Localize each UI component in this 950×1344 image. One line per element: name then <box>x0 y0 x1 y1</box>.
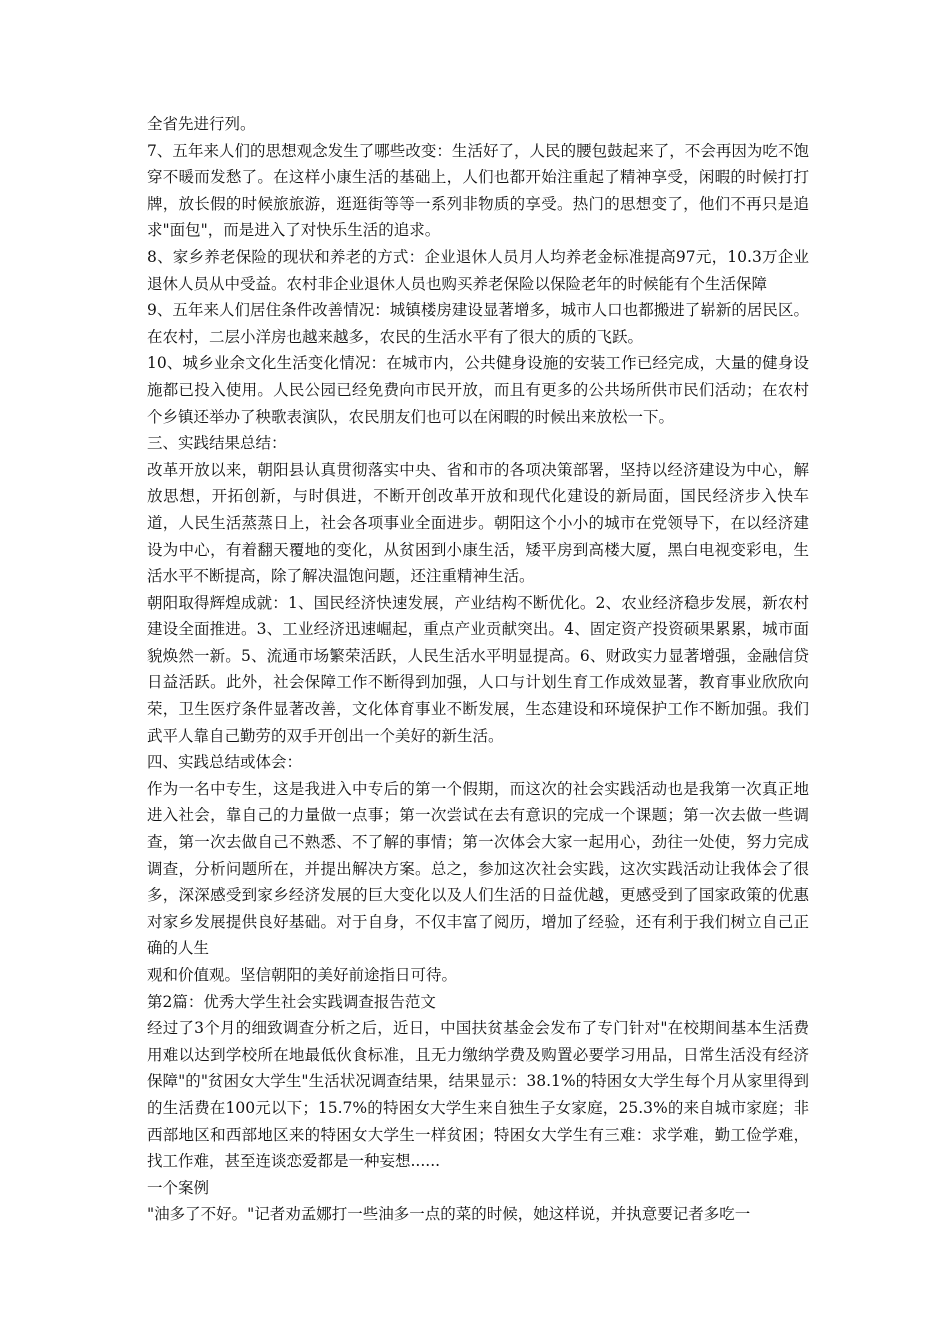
paragraph-achievements: 朝阳取得辉煌成就：1、国民经济快速发展，产业结构不断优化。2、农业经济稳步发展，新农村建设全面推进。3、工业经济迅速崛起，重点产业贡献突出。4、固定资产投资硕果累累，城市面貌焕然一新。5、流通市场繁荣活跃，人民生活水平明显提高。6、财政实力显著增强，金融信贷日益活跃。此外，社会保障工作不断得到加强，人口与计划生育工作成效显著，教育事业欣欣向荣，卫生医疗条件显著改善，文化体育事业不断发展，生态建设和环境保护工作不断加强。我们武平人靠自己勤劳的双手开创出一个美好的新生活。 <box>147 593 809 745</box>
paragraph-reflection-end: 观和价值观。坚信朝阳的美好前途指日可待。 <box>147 966 458 984</box>
paragraph-summary: 改革开放以来，朝阳县认真贯彻落实中央、省和市的各项决策部署，坚持以经济建设为中心，解放思想，开拓创新，与时俱进，不断开创改革开放和现代化建设的新局面，国民经济步入快车道，人民生活蒸蒸日上，社会各项事业全面进步。朝阳这个小小的城市在党领导下，在以经济建设为中心，有着翻天覆地的变化，从贫困到小康生活，矮平房到高楼大厦，黑白电视变彩电，生活水平不断提高，除了解决温饱问题，还注重精神生活。 <box>147 460 809 586</box>
document-page <box>147 111 809 1228</box>
paragraph-case: "油多了不好。"记者劝孟娜打一些油多一点的菜的时候，她这样说，并执意要记者多吃一 <box>147 1205 751 1224</box>
paragraph-survey: 经过了3个月的细致调查分析之后，近日，中国扶贫基金会发布了专门针对"在校期间基本生活费用难以达到学校所在地最低伙食标准，且无力缴纳学费及购置必要学习用品，日常生活没有经济保障"的"贫困女大学生"生活状况调查结果，结果显示：38.1%的特困女大学生每个月从家里得到的生活费在100元以下；15.7%的特困女大学生来自独生子女家庭，25.3%的来自城市家庭；非西部地区和西部地区来的特困女大学生一样贫困；特困女大学生有三难：求学难，勤工俭学难，找工作难，甚至连谈恋爱都是一种妄想...... <box>147 1019 809 1171</box>
paragraph-1: 全省先进行列。 <box>147 115 256 133</box>
paragraph-reflection: 作为一名中专生，这是我进入中专后的第一个假期，而这次的社会实践活动也是我第一次真正地进入社会，靠自己的力量做一点事；第一次尝试在去有意识的完成一个课题；第一次去做一些调查，第一次去做自己不熟悉、不了解的事情；第一次体会大家一起用心，劲往一处使，努力完成调查，分析问题所在，并提出解决方案。总之，参加这次社会实践，这次实践活动让我体会了很多，深深感受到家乡经济发展的巨大变化以及人们生活的日益优越，更感受到了国家政策的优惠对家乡发展提供良好基础。对于自身，不仅丰富了阅历，增加了经验，还有利于我们树立自己正确的人生 <box>147 779 809 958</box>
article-2-title: 第2篇：优秀大学生社会实践调查报告范文 <box>147 992 436 1011</box>
subheading-case: 一个案例 <box>147 1178 210 1197</box>
paragraph-item-10: 10、城乡业余文化生活变化情况：在城市内，公共健身设施的安装工作已经完成，大量的健身设施都已投入使用。人民公园已经免费向市民开放，而且有更多的公共场所供市民们活动；在农村个乡镇还举办了秧歌表演队，农民朋友们也可以在闲暇的时候出来放松一下。 <box>147 354 809 426</box>
paragraph-item-7: 7、五年来人们的思想观念发生了哪些改变：生活好了，人民的腰包鼓起来了，不会再因为吃不饱穿不暖而发愁了。在这样小康生活的基础上，人们也都开始注重起了精神享受，闲暇的时候打打牌，放长假的时候旅旅游，逛逛街等等一系列非物质的享受。热门的思想变了，他们不再只是追求"面包"，而是进入了对快乐生活的追求。 <box>147 141 809 240</box>
section-heading-4: 四、实践总结或体会： <box>147 753 303 772</box>
section-heading-3: 三、实践结果总结： <box>147 434 287 453</box>
paragraph-item-9: 9、五年来人们居住条件改善情况：城镇楼房建设显著增多，城市人口也都搬进了崭新的居民区。在农村，二层小洋房也越来越多，农民的生活水平有了很大的质的飞跃。 <box>147 301 809 346</box>
paragraph-item-8: 8、家乡养老保险的现状和养老的方式：企业退休人员月人均养老金标准提高97元，10.3万企业退休人员从中受益。农村非企业退休人员也购买养老保险以保险老年的时候能有个生活保障 <box>147 247 809 293</box>
